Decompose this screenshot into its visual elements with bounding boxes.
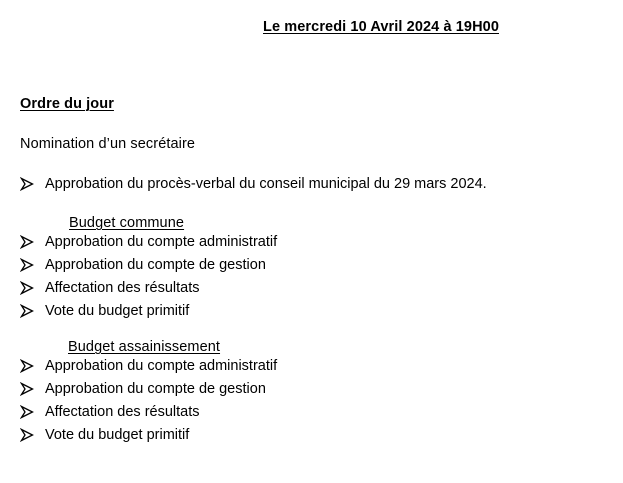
arrowhead-bullet-icon — [20, 177, 34, 191]
list-item-label: Approbation du compte de gestion — [45, 257, 266, 273]
arrowhead-bullet-icon — [20, 428, 34, 442]
list-item — [20, 382, 266, 397]
list-item-label: Affectation des résultats — [45, 280, 200, 296]
arrowhead-bullet-icon — [20, 382, 34, 396]
list-item-label: Approbation du compte administratif — [45, 358, 278, 374]
agenda-title: Ordre du jour — [20, 96, 114, 112]
list-item — [20, 304, 189, 319]
list-item-label: Approbation du compte administratif — [45, 234, 278, 250]
list-item-label: Affectation des résultats — [45, 404, 200, 420]
list-item-label: Vote du budget primitif — [45, 303, 190, 319]
meeting-date: Le mercredi 10 Avril 2024 à 19H00 — [263, 19, 499, 35]
list-item-label: Vote du budget primitif — [45, 427, 190, 443]
list-item — [20, 428, 189, 443]
nomination-item: Nomination d’un secrétaire — [20, 136, 196, 152]
arrowhead-bullet-icon — [20, 281, 34, 295]
arrowhead-bullet-icon — [20, 235, 34, 249]
arrowhead-bullet-icon — [20, 258, 34, 272]
arrowhead-bullet-icon — [20, 405, 34, 419]
list-item-label: Approbation du compte de gestion — [45, 381, 266, 397]
section-title-budget-assainissement: Budget assainissement — [68, 339, 221, 355]
list-item — [20, 281, 200, 296]
list-item — [20, 405, 200, 420]
arrowhead-bullet-icon — [20, 304, 34, 318]
arrowhead-bullet-icon — [20, 359, 34, 373]
list-item — [20, 359, 277, 374]
list-item-label: Approbation du procès-verbal du conseil municipal du 29 mars 2024. — [45, 176, 487, 192]
list-item — [20, 177, 487, 192]
section-title-budget-commune: Budget commune — [69, 215, 185, 231]
list-item — [20, 258, 266, 273]
list-item — [20, 235, 277, 250]
